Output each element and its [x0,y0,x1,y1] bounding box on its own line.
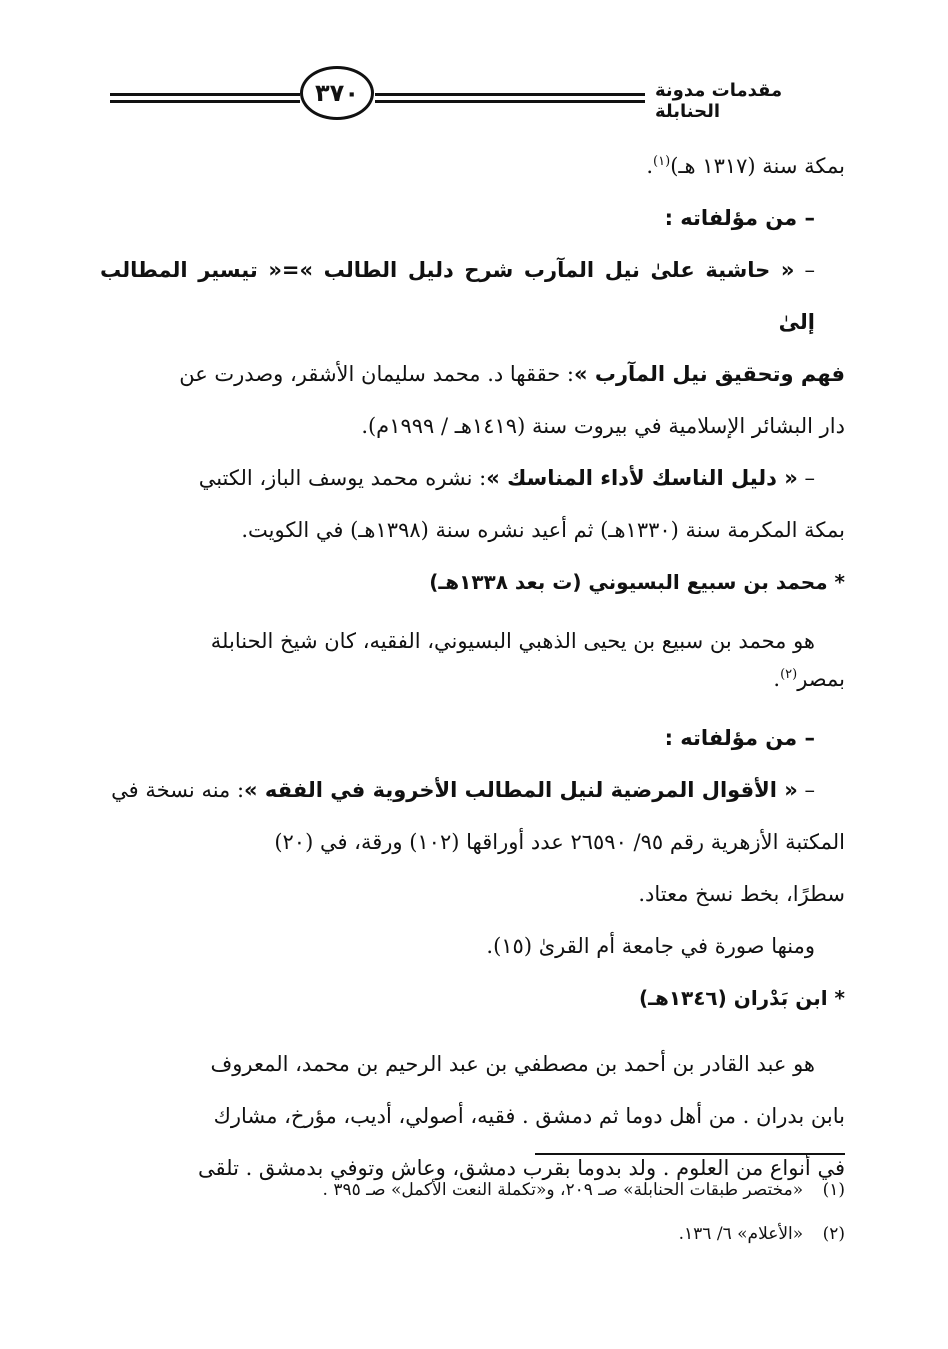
footnote-separator [535,1153,845,1155]
running-title: مقدمات مدونة الحنابلة [655,80,783,122]
paragraph-line: ومنها صورة في جامعة أم القرىٰ (١٥). [486,934,815,958]
text-span: بمصر [797,667,845,691]
text-span: : منه نسخة في [111,778,245,802]
page-number: ٣٧٠ [300,66,374,120]
paragraph-line: بابن بدران . من أهل دوما ثم دمشق . فقيه، أصولي، أديب، مؤرخ، مشارك [213,1104,845,1128]
paragraph-line [100,348,845,400]
footnote-number: (٢) [822,1224,845,1244]
book-title: « حاشية علىٰ نيل المآرب شرح دليل الطالب »=« تيسير المطالب إلىٰ [100,258,815,334]
page-header [100,66,845,126]
body-text [100,140,845,1194]
spacer [100,1024,845,1038]
text-span: : نشره محمد يوسف الباز، الكتبي [198,466,487,490]
dash: – [794,258,815,282]
paragraph-line: هو محمد بن سبيع بن يحيى الذهبي البسيوني، الفقيه، كان شيخ الحنابلة [210,629,815,653]
paragraph-line [100,764,845,816]
text-span: : حققها د. محمد سليمان الأشقر، وصدرت عن [179,362,574,386]
header-rule-left [110,93,300,96]
footnote-text: «مختصر طبقات الحنابلة» صـ ٢٠٩، و«تكملة النعت الأكمل» صـ ٣٩٥ . [322,1180,804,1200]
paragraph-line [100,244,845,348]
paragraph-line [100,660,845,698]
paragraph-line: المكتبة الأزهرية رقم ٩٥/ ٢٦٥٩٠ عدد أوراقها (١٠٢) ورقة، في (٢٠) [274,830,845,854]
paragraph-line: هو عبد القادر بن أحمد بن مصطفي بن عبد الرحيم بن محمد، المعروف [210,1052,815,1076]
dash: – [797,778,815,802]
footnotes [100,1168,845,1256]
book-title: « الأقوال المرضية لنيل المطالب الأخروية في الفقه » [244,778,798,802]
footnote-ref-2: (٢) [780,667,798,682]
subheading-works: – من مؤلفاته : [664,206,815,230]
book-title: فهم وتحقيق نيل المآرب » [573,362,845,386]
footnote-1 [100,1168,845,1212]
footnote-2 [100,1212,845,1256]
dash: – [797,466,815,490]
footnote-number: (١) [822,1180,845,1200]
text-span: بمكة سنة (١٣١٧ هـ) [670,154,845,178]
footnote-text: «الأعلام» ٦/ ١٣٦. [678,1224,804,1244]
paragraph-line [100,452,845,504]
entry-heading-ibn-badran: * ابن بَدْران (١٣٤٦هـ) [638,986,845,1010]
paragraph-line: بمكة المكرمة سنة (١٣٣٠هـ) ثم أعيد نشره سنة (١٣٩٨هـ) في الكويت. [241,518,845,542]
paragraph-line: دار البشائر الإسلامية في بيروت سنة (١٤١٩هـ / ١٩٩٩م). [361,414,845,438]
spacer [100,698,845,712]
book-title: « دليل الناسك لأداء المناسك » [486,466,798,490]
paragraph-line: في أنواع من العلوم . ولد بدوما بقرب دمشق، وعاش وتوفي بدمشق . تلقى [197,1156,845,1180]
header-rule-middle [375,93,645,96]
entry-heading-basyouni: * محمد بن سبيع البسيوني (ت بعد ١٣٣٨هـ) [429,570,845,594]
subheading-works: – من مؤلفاته : [664,726,815,750]
footnote-ref-1: (١) [653,154,671,169]
text-span: . [773,667,781,691]
paragraph-line [100,140,845,192]
spacer [100,608,845,622]
paragraph-line: سطرًا، بخط نسخ معتاد. [638,882,845,906]
text-span: . [646,154,654,178]
